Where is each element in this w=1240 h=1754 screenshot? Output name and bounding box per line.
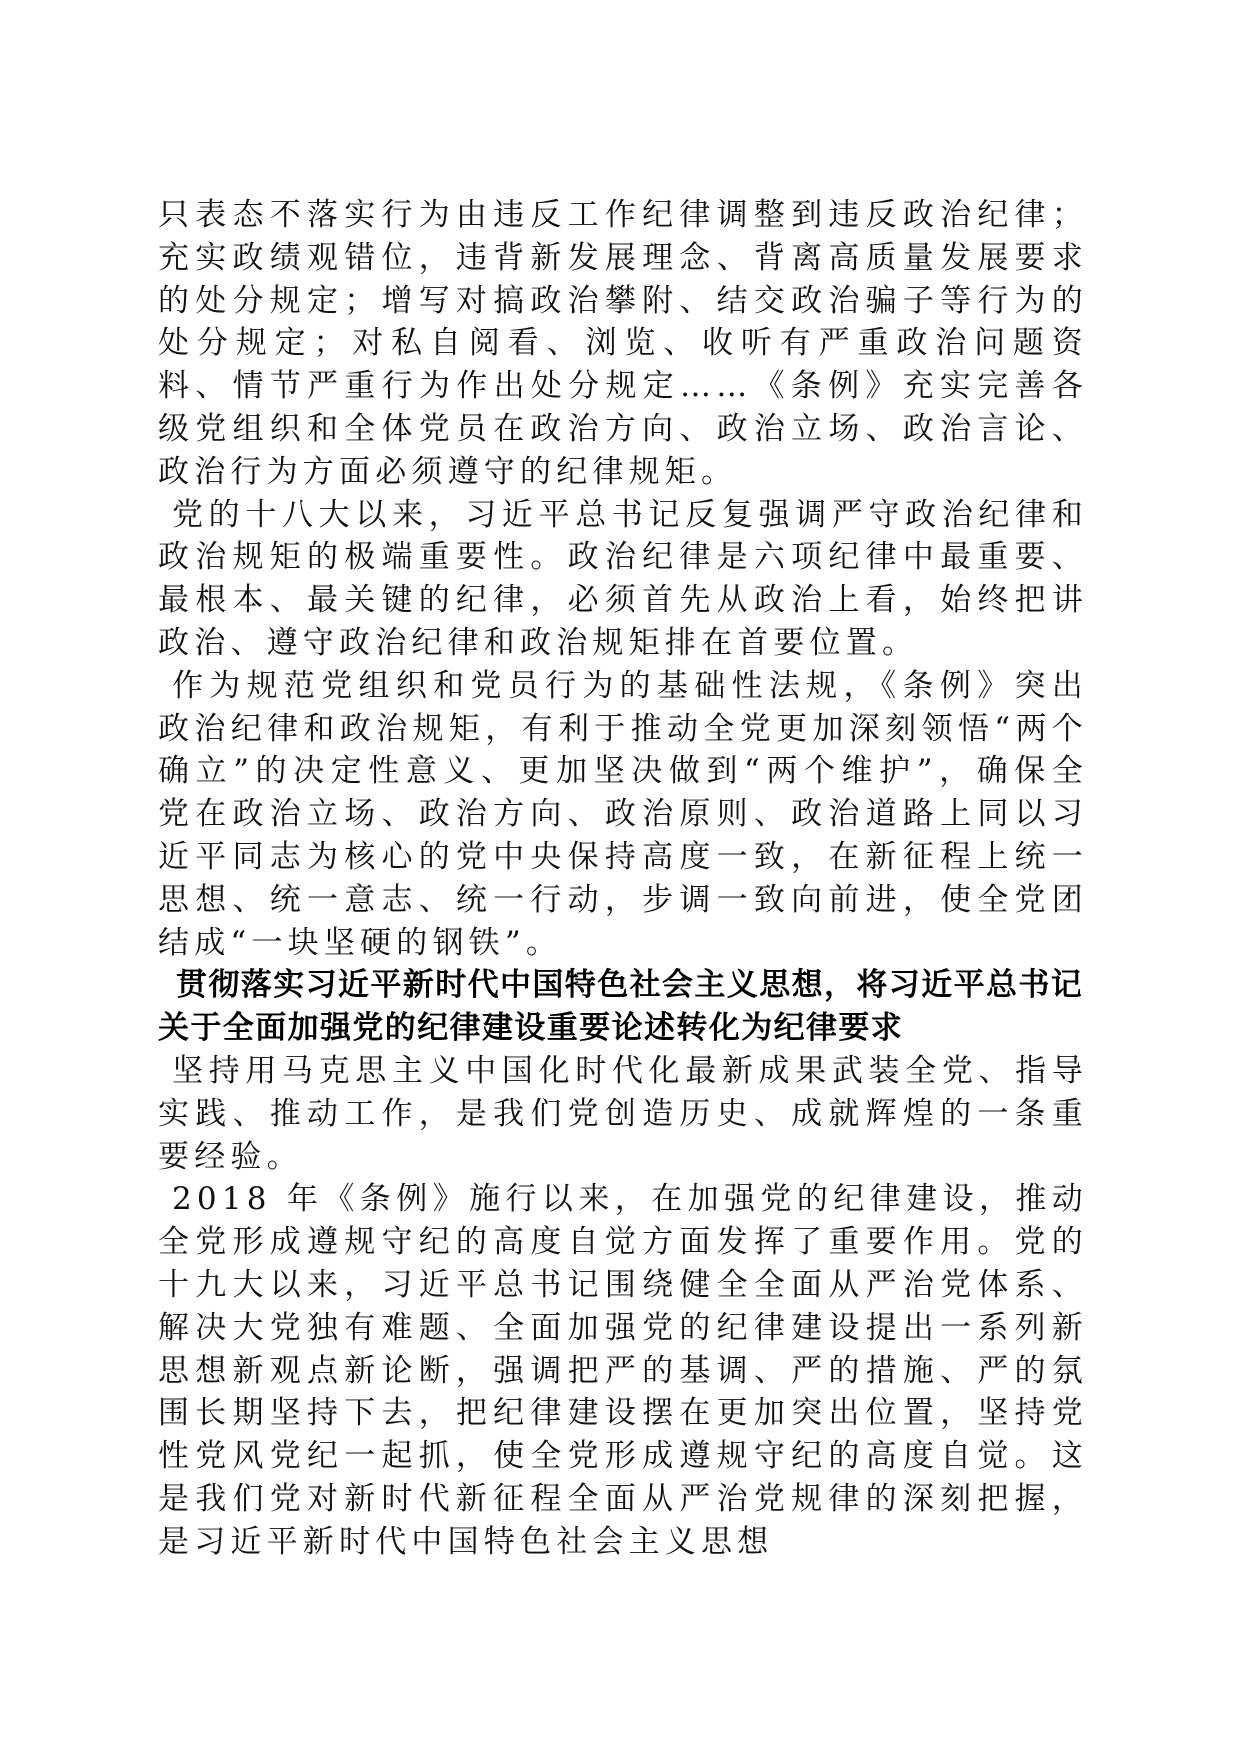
section-heading: 贯彻落实习近平新时代中国特色社会主义思想，将习近平总书记关于全面加强党的纪律建设重要论述转化为纪律要求 xyxy=(158,967,1084,1047)
paragraph-1: 只表态不落实行为由违反工作纪律调整到违反政治纪律；充实政绩观错位，违背新发展理念、背离高质量发展要求的处分规定；增写对搞政治攀附、结交政治骗子等行为的处分规定；对私自阅看、浏览、收听有严重政治问题资料、情节严重行为作出处分规定……《条例》充实完善各级党组织和全体党员在政治方向、政治立场、政治言论、政治行为方面必须遵守的纪律规矩。 xyxy=(158,197,1088,490)
paragraph-3: 作为规范党组织和党员行为的基础性法规，《条例》突出政治纪律和政治规矩，有利于推动全党更加深刻领悟“两个确立”的决定性意义、更加坚决做到“两个维护”，确保全党在政治立场、政治方向、政治原则、政治道路上同以习近平同志为核心的党中央保持高度一致，在新征程上统一思想、统一意志、统一行动，步调一致向前进，使全党团结成“一块坚硬的钢铁”。 xyxy=(158,667,1088,961)
paragraph-5: 2018 年《条例》施行以来，在加强党的纪律建设，推动全党形成遵规守纪的高度自觉方面发挥了重要作用。党的十九大以来，习近平总书记围绕健全全面从严治党体系、解决大党独有难题、全面加强党的纪律建设提出一系列新思想新观点新论断，强调把严的基调、严的措施、严的氛围长期坚持下去，把纪律建设摆在更加突出位置，坚持党性党风党纪一起抓，使全党形成遵规守纪的高度自觉。这是我们党对新时代新征程全面从严治党规律的深刻把握，是习近平新时代中国特色社会主义思想 xyxy=(158,1181,1088,1560)
paragraph-2: 党的十八大以来，习近平总书记反复强调严守政治纪律和政治规矩的极端重要性。政治纪律是六项纪律中最重要、最根本、最关键的纪律，必须首先从政治上看，始终把讲政治、遵守政治纪律和政治规矩排在首要位置。 xyxy=(158,496,1088,661)
paragraph-4: 坚持用马克思主义中国化时代化最新成果武装全党、指导实践、推动工作，是我们党创造历史、成就辉煌的一条重要经验。 xyxy=(158,1052,1088,1175)
document-body xyxy=(158,194,1088,1564)
